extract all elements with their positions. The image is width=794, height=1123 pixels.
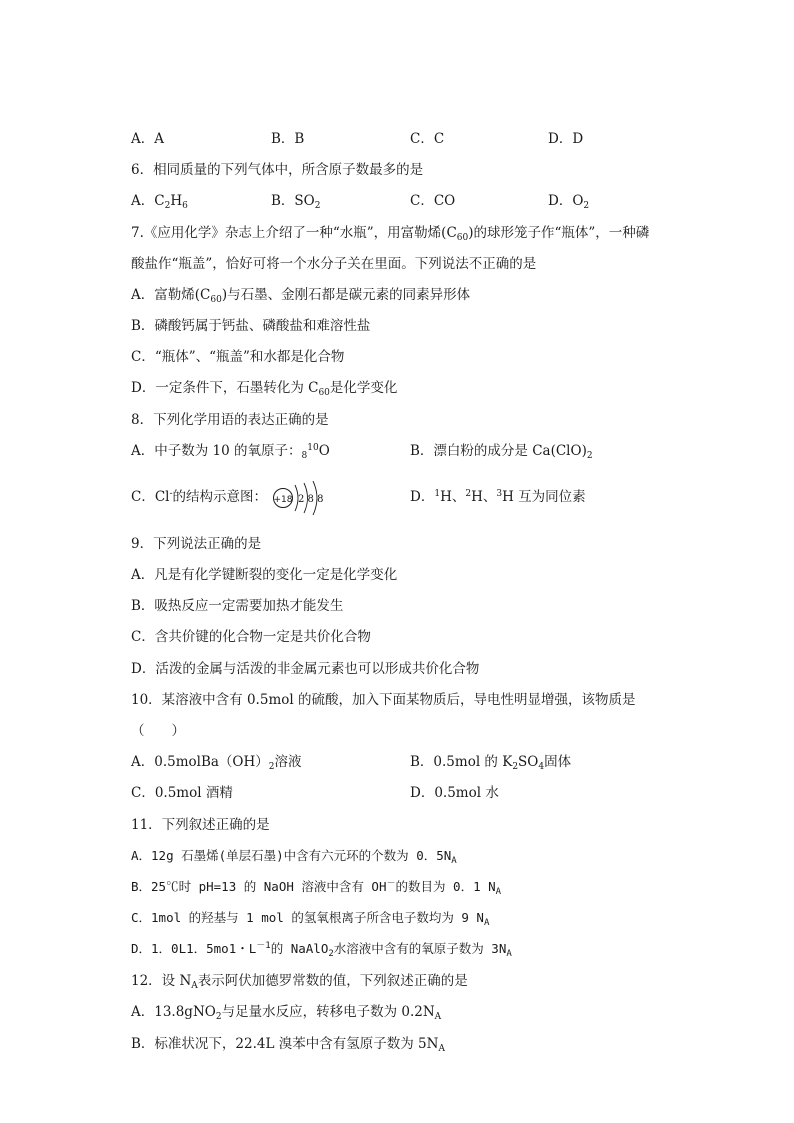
q7-option-a: A．富勒烯$(C_{60})$与石墨、金刚石都是碳元素的同素异形体 xyxy=(131,287,471,305)
q11-option-d: D．1．0L1．5mo1・$L^{-1}$的 NaAlO$_2$水溶液中含有的氧原子数为 $3N_A$ xyxy=(131,941,512,959)
q10-stem: 10．某溶液中含有 0.5mol 的硫酸，加入下面某物质后，导电性明显增强，该物质是 xyxy=(131,692,636,708)
q10-option-a: A．$0.5molBa(OH)_2$溶液 xyxy=(131,754,302,772)
q6-option-c: C．CO xyxy=(410,193,456,209)
q9-option-c: C．含共价键的化合物一定是共价化合物 xyxy=(131,629,371,645)
q8-option-c: C．Cl-的结构示意图： xyxy=(131,489,268,505)
q7-stem-line1: 7.《应用化学》杂志上介绍了一种“水瓶”，用富勒烯$(C_{60})$的球形笼子作“瓶体”，一种磷 xyxy=(131,225,650,243)
nucleus-charge: +18 xyxy=(273,495,293,505)
q8-stem: 8．下列化学用语的表达正确的是 xyxy=(131,412,329,428)
q6-option-a: A．$C_2H_6$ xyxy=(131,193,188,211)
q10-option-b: B．0.5mol 的 $K_2SO_4$固体 xyxy=(410,754,572,772)
q9-stem: 9．下列说法正确的是 xyxy=(131,536,262,552)
q5-option-b: B．B xyxy=(271,131,305,147)
q8-option-a: A．中子数为 10 的氧原子：$_8^{10}$O xyxy=(131,443,330,461)
q7-option-b: B．磷酸钙属于钙盐、磷酸盐和难溶性盐 xyxy=(131,318,371,334)
q5-option-d: D．D xyxy=(548,131,584,147)
q11-option-b: B．25℃时 pH=13 的 NaOH 溶液中含有 OH－的数目为 0．1 $N_A$ xyxy=(131,879,502,897)
q7-option-c: C．“瓶体”、“瓶盖”和水都是化合物 xyxy=(131,349,345,365)
q7-stem-line2: 酸盐作“瓶盖”，恰好可将一个水分子关在里面。下列说法不正确的是 xyxy=(131,256,537,272)
q10-answer-paren: （ ） xyxy=(131,723,185,739)
q9-option-b: B．吸热反应一定需要加热才能发生 xyxy=(131,598,344,614)
q8-option-b: B．漂白粉的成分是 $Ca(ClO)_2$ xyxy=(410,443,593,461)
q12-stem: 12．设 $N_A$表示阿伏加德罗常数的值，下列叙述正确的是 xyxy=(131,973,468,991)
q7-option-d: D．一定条件下，石墨转化为 $C_{60}$是化学变化 xyxy=(131,380,398,398)
q6-option-b: B．$SO_2$ xyxy=(271,193,321,211)
q6-stem: 6．相同质量的下列气体中，所含原子数最多的是 xyxy=(131,162,424,178)
q9-option-a: A．凡是有化学键断裂的变化一定是化学变化 xyxy=(131,567,398,583)
q12-option-b: B．标准状况下，22.4L 溴苯中含有氢原子数为 $5N_A$ xyxy=(131,1036,445,1054)
q10-option-d: D．0.5mol 水 xyxy=(410,785,499,801)
q5-option-c: C．C xyxy=(410,131,445,147)
q10-option-c: C．0.5mol 酒精 xyxy=(131,785,233,801)
q5-option-a: A．A xyxy=(131,131,164,147)
q11-stem: 11．下列叙述正确的是 xyxy=(131,817,270,833)
q8-option-d: D．$^1$H、$^2$H、$^3$H 互为同位素 xyxy=(410,489,586,505)
q9-option-d: D．活泼的金属与活泼的非金属元素也可以形成共价化合物 xyxy=(131,661,480,677)
q6-option-d: D．$O_2$ xyxy=(548,193,590,211)
electron-shells: 2 8 8 xyxy=(298,494,324,505)
chloride-structure-diagram xyxy=(272,481,332,521)
q11-option-c: C．1mol 的羟基与 1 mol 的氢氧根离子所含电子数均为 9 $N_A$ xyxy=(131,910,490,928)
q12-option-a: A．13.8gNO$_2$与足量水反应，转移电子数为 $0.2N_A$ xyxy=(131,1004,442,1022)
q11-option-a: A．12g 石墨烯(单层石墨)中含有六元环的个数为 0．$5N_A$ xyxy=(131,848,457,866)
